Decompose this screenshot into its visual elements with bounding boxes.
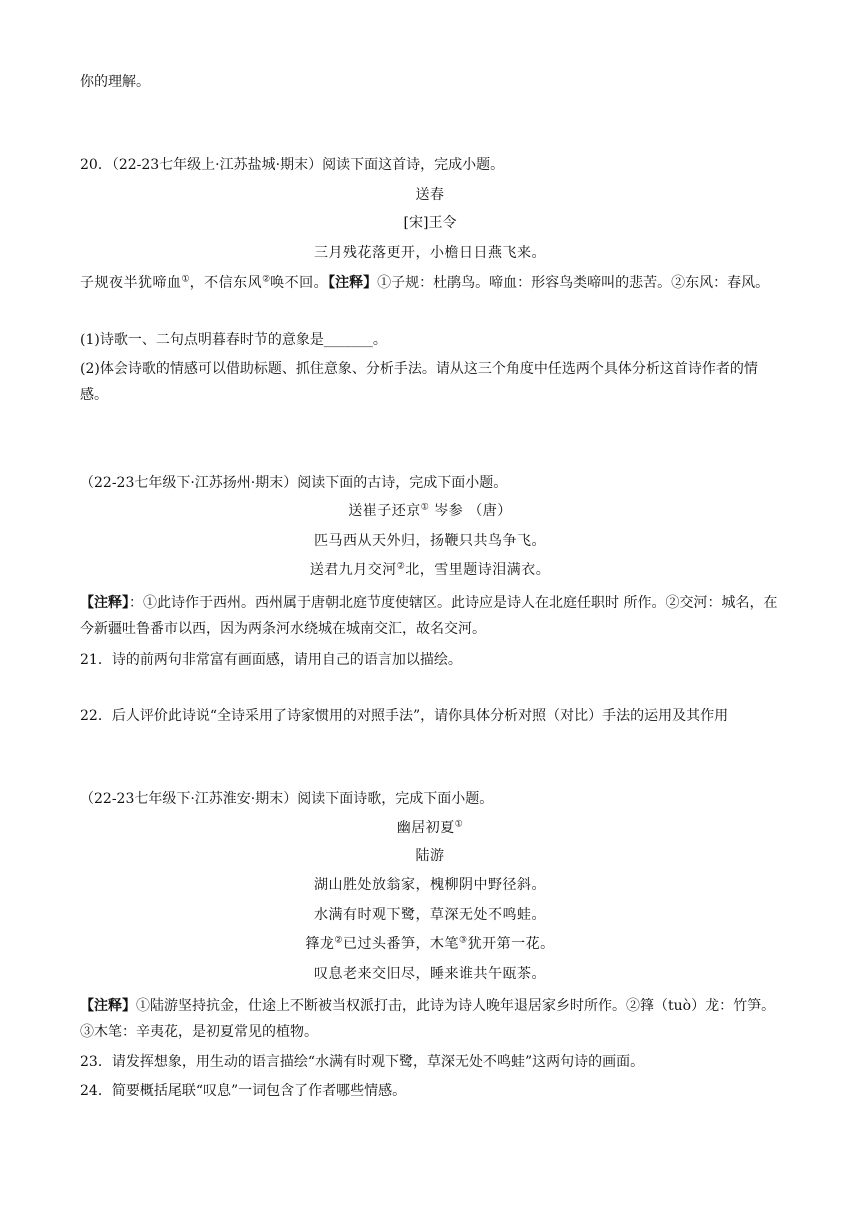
group2-poem-line2 [0, 560, 860, 580]
group2-stem: （22-23七年级下·江苏扬州·期末）阅读下面的古诗，完成下面小题。 [80, 475, 508, 491]
q23: 23．请发挥想象，用生动的语言描绘“水满有时观下鹭，草深无处不鸣蛙”这两句诗的画面。 [80, 1054, 645, 1070]
q20-line2-a: 子规夜半犹啼血 [80, 275, 182, 291]
q20-footnote-mark-2: ② [262, 274, 271, 285]
group2-title-mark: ① [420, 502, 430, 513]
group2-title-b: 岑参 （唐） [429, 503, 512, 519]
group2-poem-line1: 匹马西从天外归，扬鞭只共鸟争飞。 [314, 533, 546, 549]
group2-line2-b: 北，雪里题诗泪满衣。 [405, 562, 551, 578]
group3-title: 幽居初夏 [396, 820, 455, 836]
group3-line3-a: 箨龙 [305, 936, 335, 952]
group3-note-label: 【注释】 [80, 998, 136, 1014]
group3-line3-c: 犹开第一花。 [467, 936, 555, 952]
q20-stem: 20．（22-23七年级上·江苏盐城·期末）阅读下面这首诗，完成小题。 [80, 157, 505, 173]
q22: 22．后人评价此诗说“全诗采用了诗家惯用的对照手法”，请你具体分析对照（对比）手法的运用及其作用 [80, 708, 729, 724]
q20-note-text: ①子规：杜鹃鸟。啼血：形容鸟类啼叫的悲苦。②东风：春风。 [377, 275, 770, 291]
group3-line3-b: 已过头番笋，木笔 [343, 936, 459, 952]
q21: 21．诗的前两句非常富有画面感，请用自己的语言加以描绘。 [80, 652, 462, 668]
group3-note [80, 993, 780, 1045]
group3-note-text: ①陆游坚持抗金，仕途上不断被当权派打击，此诗为诗人晚年退居家乡时所作。②箨（tuò）龙：竹笋。③木笔：辛夷花，是初夏常见的植物。 [80, 998, 776, 1040]
group2-line2-mark: ② [396, 561, 406, 572]
group2-note [80, 590, 780, 642]
q20-sub1: (1)诗歌一、二句点明暮春时节的意象是_______。 [80, 332, 387, 348]
group2-note-label: 【注释】 [80, 595, 129, 611]
q20-sub2: (2)体会诗歌的情感可以借助标题、抓住意象、分析手法。请从这三个角度中任选两个具体分析这首诗作者的情感。 [80, 361, 758, 403]
group3-poem-line4: 叹息老来交旧尽，睡来谁共午瓯茶。 [314, 966, 546, 982]
group3-poem-line2: 水满有时观下鹭，草深无处不鸣蛙。 [314, 907, 546, 923]
q20-note-label: 【注释】 [328, 275, 378, 291]
q24: 24．简要概括尾联“叹息”一词包含了作者哪些情感。 [80, 1083, 407, 1099]
group3-poem-line3 [0, 934, 860, 954]
q20-poem-line2-and-note [80, 270, 780, 296]
q20-poem-author: [宋]王令 [403, 215, 457, 231]
group2-poem-title [0, 501, 860, 521]
q20-line2-c: 唤不回。 [270, 275, 329, 291]
group3-line3-mark2: ③ [459, 935, 468, 946]
q20-poem-line1: 三月残花落更开，小檐日日燕飞来。 [314, 245, 546, 261]
group3-poem-author: 陆游 [415, 848, 445, 864]
group3-title-mark: ① [454, 819, 464, 830]
group3-stem: （22-23七年级下·江苏淮安·期末）阅读下面诗歌，完成下面小题。 [80, 791, 494, 807]
group2-line2-a: 送君九月交河 [309, 562, 397, 578]
group3-poem-title [0, 818, 860, 838]
q20-footnote-mark-1: ① [181, 274, 190, 285]
group2-title-a: 送崔子还京 [348, 503, 421, 519]
group3-poem-line1: 湖山胜处放翁家，槐柳阴中野径斜。 [314, 877, 546, 893]
group3-line3-mark1: ② [334, 935, 343, 946]
q20-poem-title: 送春 [415, 187, 445, 203]
q20-line2-b: ，不信东风 [189, 275, 263, 291]
group2-note-text: ：①此诗作于西州。西州属于唐朝北庭节度使辖区。此诗应是诗人在北庭任职时 所作。②交河：城名，在今新疆吐鲁番市以西，因为两条河水绕城在城南交汇，故名交河。 [80, 595, 778, 637]
intro-tail: 你的理解。 [80, 74, 150, 90]
